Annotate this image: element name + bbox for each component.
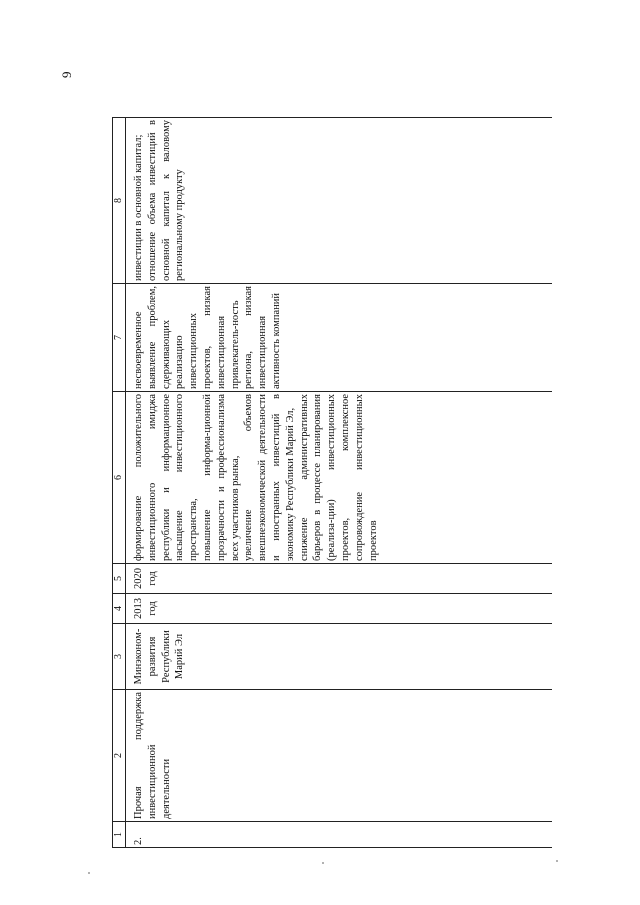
column-number: 2 (113, 690, 126, 822)
indicator-item: отношение объема инвестиций в основной капитал к валовому региональному продукту (146, 120, 186, 281)
column-number: 7 (113, 284, 126, 392)
measure-item: снижение административных барьеров в процессе планирования (реализа-ции) инвестиционных проектов, комплексное сопровождение инвестиционных проектов (298, 394, 379, 561)
consequences: несвоевременное выявление проблем, сдерживающих реализацию инвестиционных проектов, низкая инвестиционная привлекатель-ность региона, низкая инвестиционная активность компаний (126, 284, 553, 392)
scan-speck (88, 872, 90, 874)
rotated-table-container (112, 118, 582, 848)
column-number: 1 (113, 822, 126, 848)
measure-name: Прочая поддержка инвестиционной деятельности (126, 690, 553, 822)
scan-speck (322, 862, 324, 864)
indicator-item: инвестиции в основной капитал; (133, 134, 144, 281)
column-number: 6 (113, 392, 126, 564)
end-year: 2020 год (126, 564, 553, 594)
measure-item: повышение информа-ционной прозрачности и профессионализма всех участников рынка, (201, 394, 241, 561)
table-row (126, 118, 553, 848)
column-number: 4 (113, 594, 126, 624)
column-number: 5 (113, 564, 126, 594)
start-year: 2013 год (126, 594, 553, 624)
page-number: 9 (59, 71, 74, 78)
program-table (112, 117, 552, 848)
indicators (126, 118, 553, 284)
row-number: 2. (126, 822, 553, 848)
executor: Минэконом-развития Республики Марий Эл (126, 624, 553, 690)
measure-item: увеличение объемов внешнеэкономической деятельности и иностранных инвестиций в экономику Республики Марий Эл, (243, 394, 296, 561)
column-number-row (113, 118, 126, 848)
column-number: 8 (113, 118, 126, 284)
column-number: 3 (113, 624, 126, 690)
measure-content (126, 392, 553, 564)
measure-item: формирование положительного инвестиционного имиджа республики и информационное насыщение инвестиционного пространства, (133, 394, 200, 561)
scan-speck (556, 860, 558, 862)
